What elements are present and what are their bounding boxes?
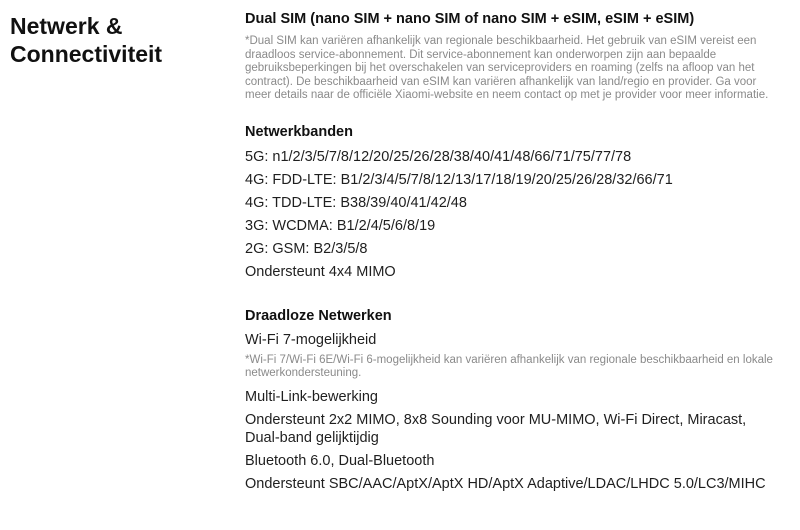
bluetooth: Bluetooth 6.0, Dual-Bluetooth [245, 452, 435, 469]
audio-codecs: Ondersteunt SBC/AAC/AptX/AptX HD/AptX Adaptive/LDAC/LHDC 5.0/LC3/MIHC [245, 475, 766, 492]
band-3g: 3G: WCDMA: B1/2/4/5/6/8/19 [245, 217, 436, 234]
wifi-capability: Wi-Fi 7-mogelijkheid [245, 331, 377, 348]
wireless-title: Draadloze Netwerken [245, 307, 392, 324]
band-5g: 5G: n1/2/3/5/7/8/12/20/25/26/28/38/40/41/48/66/71/75/77/78 [245, 148, 632, 165]
section-title: Netwerk & Connectiviteit [10, 13, 163, 67]
band-4g-tdd: 4G: TDD-LTE: B38/39/40/41/42/48 [245, 194, 467, 211]
sim-note: *Dual SIM kan variëren afhankelijk van regionale beschikbaarheid. Het gebruik van eSIM vereist een draadloos service-abonnement. Dit service-abonnement kan onderworpen zijn aan bepaalde gebruiksbeperkingen bij het overschakelen van serviceproviders en roaming (zelfs na afloop van het contract). De beschikbaarheid van eSIM kan variëren afhankelijk van land/regio en provider. Ga voor meer details naar de officiële Xiaomi-website en neem contact op met je provider voor meer informatie. [245, 35, 769, 101]
multi-link: Multi-Link-bewerking [245, 388, 378, 405]
band-4g-fdd: 4G: FDD-LTE: B1/2/3/4/5/7/8/12/13/17/18/19/20/25/26/28/32/66/71 [245, 171, 673, 188]
sim-title: Dual SIM (nano SIM + nano SIM of nano SIM + eSIM, eSIM + eSIM) [245, 11, 695, 27]
spec-content [245, 10, 785, 498]
wifi-features: Ondersteunt 2x2 MIMO, 8x8 Sounding voor MU-MIMO, Wi-Fi Direct, Miracast, Dual-band gelijktijdig [245, 411, 747, 446]
wireless-list [245, 331, 785, 493]
network-bands-list [245, 148, 785, 281]
network-bands-title: Netwerkbanden [245, 123, 353, 140]
wireless-group [245, 307, 785, 493]
wifi-note: *Wi-Fi 7/Wi-Fi 6E/Wi-Fi 6-mogelijkheid kan variëren afhankelijk van regionale beschikbaarheid en lokale netwerkondersteuning. [245, 353, 773, 379]
sim-group [245, 10, 785, 103]
band-2g: 2G: GSM: B2/3/5/8 [245, 240, 368, 257]
mimo-support: Ondersteunt 4x4 MIMO [245, 263, 396, 280]
network-bands-group [245, 123, 785, 281]
